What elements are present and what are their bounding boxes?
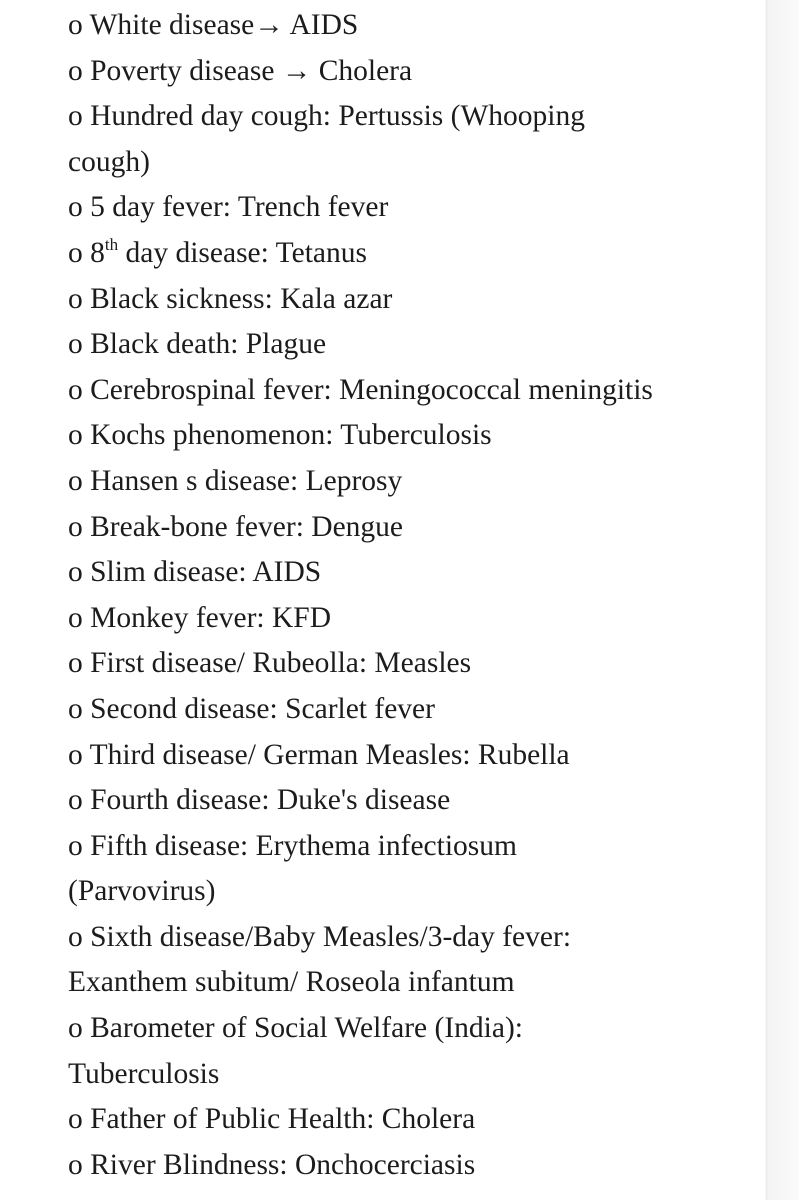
item-text: Black sickness: Kala azar — [90, 282, 393, 315]
list-item — [68, 185, 758, 231]
list-item — [68, 1143, 758, 1189]
bullet: o — [68, 464, 83, 497]
bullet: o — [68, 1012, 83, 1045]
item-text-continued: Exanthem subitum/ Roseola infantum — [68, 966, 515, 999]
bullet: o — [68, 829, 83, 862]
list-item — [68, 277, 758, 323]
bullet: o — [68, 54, 83, 87]
bullet: o — [68, 419, 83, 452]
list-item — [68, 231, 758, 277]
item-text: day disease: Tetanus — [118, 236, 368, 269]
item-text: White disease→ AIDS — [89, 9, 359, 41]
list-item — [68, 49, 758, 95]
bullet: o — [68, 601, 83, 634]
item-text: Slim disease: AIDS — [90, 556, 322, 589]
bullet: o — [68, 920, 83, 953]
item-text: Hansen s disease: Leprosy — [90, 464, 403, 497]
list-item — [68, 413, 758, 459]
item-text: Fifth disease: Erythema infectiosum — [90, 829, 517, 862]
bullet: o — [68, 784, 83, 817]
bullet: o — [68, 1103, 83, 1136]
list-item — [68, 368, 758, 414]
list-item — [68, 596, 758, 642]
item-text: Monkey fever: KFD — [90, 601, 331, 634]
disease-nickname-list — [68, 0, 758, 1188]
item-text: First disease/ Rubeolla: Measles — [90, 647, 472, 680]
item-text: Second disease: Scarlet fever — [90, 692, 435, 725]
item-text: Poverty disease → Cholera — [90, 54, 413, 87]
bullet: o — [68, 556, 83, 589]
list-item — [68, 505, 758, 551]
bullet: o — [68, 191, 83, 224]
list-item — [68, 1097, 758, 1143]
bullet: o — [68, 510, 83, 543]
item-text: Kochs phenomenon: Tuberculosis — [90, 419, 492, 452]
item-text: River Blindness: Onchocerciasis — [90, 1148, 476, 1181]
list-item — [68, 915, 758, 1006]
list-item — [68, 1006, 758, 1097]
list-item — [68, 824, 758, 915]
bullet: o — [68, 328, 83, 361]
list-item — [68, 687, 758, 733]
bullet: o — [68, 9, 83, 41]
bullet: o — [68, 1148, 83, 1181]
item-text-continued: Tuberculosis — [68, 1057, 220, 1090]
list-item — [68, 778, 758, 824]
item-text: Fourth disease: Duke's disease — [90, 784, 451, 817]
bullet: o — [68, 100, 83, 133]
bullet: o — [68, 692, 83, 725]
item-text: Third disease/ German Measles: Rubella — [89, 738, 570, 771]
item-text: Father of Public Health: Cholera — [90, 1103, 476, 1136]
item-text-continued: cough) — [68, 145, 150, 178]
bullet: o — [68, 373, 83, 406]
item-text: Hundred day cough: Pertussis (Whooping — [90, 100, 585, 133]
list-item — [68, 94, 758, 185]
ordinal-suffix: th — [104, 234, 119, 254]
list-item — [68, 459, 758, 505]
bullet: o — [68, 236, 83, 269]
list-item — [68, 733, 758, 779]
bullet: o — [68, 738, 83, 771]
list-item — [68, 3, 758, 49]
bullet: o — [68, 282, 83, 315]
item-text: Barometer of Social Welfare (India): — [90, 1012, 523, 1045]
item-text: Sixth disease/Baby Measles/3-day fever: — [90, 920, 572, 953]
list-item — [68, 550, 758, 596]
list-item — [68, 322, 758, 368]
item-text: Cerebrospinal fever: Meningococcal meningitis — [90, 373, 653, 406]
item-text: Black death: Plague — [90, 328, 327, 361]
item-text: Break-bone fever: Dengue — [90, 510, 404, 543]
list-item — [68, 641, 758, 687]
bullet: o — [68, 647, 83, 680]
item-text: 5 day fever: Trench fever — [90, 191, 389, 224]
page-edge-shadow — [759, 0, 799, 1200]
item-text-continued: (Parvovirus) — [68, 875, 216, 908]
ordinal-number: 8 — [90, 236, 105, 269]
